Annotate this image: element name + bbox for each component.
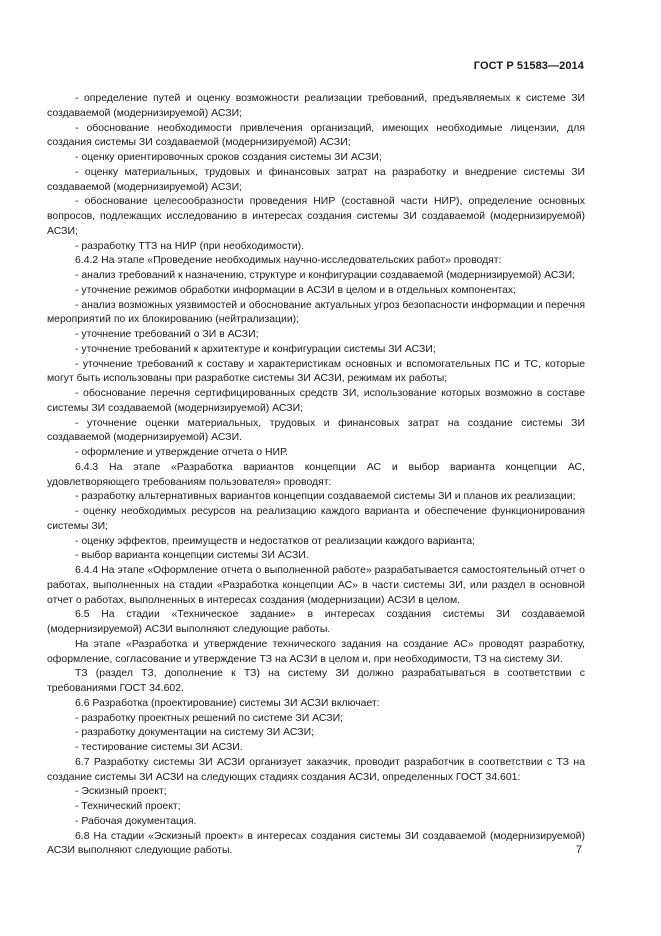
body-paragraph: - выбор варианта концепции системы ЗИ АСЗИ. [75, 550, 309, 562]
body-paragraph: 6.4.2 На этапе «Проведение необходимых научно-исследовательских работ» проводят: [75, 255, 502, 267]
body-paragraph: На этапе «Разработка и утверждение технического задания на создание АС» проводят разработку, оформление, согласование и утверждение ТЗ на АСЗИ в целом и, при необходимости, ТЗ на систему ЗИ. [47, 638, 585, 665]
body-paragraph: 6.8 На стадии «Эскизный проект» в интересах создания системы ЗИ создаваемой (модернизируемой) АСЗИ выполняют следующие работы. [47, 830, 585, 857]
body-paragraph: - уточнение требований о ЗИ в АСЗИ; [75, 329, 259, 340]
body-paragraph: ТЗ (раздел ТЗ, дополнение к ТЗ) на систему ЗИ должно разрабатываться в соответствии с требованиями ГОСТ 34.602. [47, 668, 585, 694]
body-paragraph: - тестирование системы ЗИ АСЗИ. [75, 742, 243, 753]
body-paragraph: - оценку эффектов, преимуществ и недостатков от реализации каждого варианта; [75, 535, 475, 547]
body-paragraph: - разработку документации на систему ЗИ АСЗИ; [75, 727, 315, 739]
body-paragraph: - уточнение оценки материальных, трудовых и финансовых затрат на создание системы ЗИ создаваемой (модернизируемой) АСЗИ. [47, 417, 585, 444]
body-paragraph: - оценку необходимых ресурсов на реализацию каждого варианта и обеспечение функционирования системы ЗИ; [47, 506, 585, 532]
body-paragraph: 6.6 Разработка (проектирование) системы ЗИ АСЗИ включает: [75, 697, 380, 709]
body-paragraph: - Эскизный проект; [75, 786, 167, 798]
body-paragraph: - Рабочая документация. [75, 815, 197, 827]
body-paragraph: - разработку проектных решений по системе ЗИ АСЗИ; [75, 712, 343, 724]
page-number: 7 [575, 844, 582, 856]
body-paragraph: 6.4.3 На этапе «Разработка вариантов концепции АС и выбор варианта концепции АС, удовлетворяющего требованиям пользователя» проводят: [47, 461, 585, 488]
body-paragraph: - оценку материальных, трудовых и финансовых затрат на разработку и внедрение системы ЗИ создаваемой (модернизируемой) АСЗИ; [47, 166, 585, 193]
body-paragraph: - анализ возможных уязвимостей и обоснование актуальных угроз безопасности информации и перечня мероприятий по их блокированию (нейтрализации); [47, 299, 585, 326]
body-paragraph: - разработку альтернативных вариантов концепции создаваемой системы ЗИ и планов их реализации; [75, 491, 576, 503]
body-paragraph: - уточнение требований к архитектуре и конфигурации системы ЗИ АСЗИ; [75, 343, 436, 355]
body-paragraph: 6.4.4 На этапе «Оформление отчета о выполненной работе» разрабатывается самостоятельный отчет о работах, выполненных на стадии «Разработка концепции АС» в части системы ЗИ, или раздел в основной отчет о работах, выполненных в интересах создания (модернизации) АСЗИ в целом. [47, 565, 585, 606]
body-paragraph: - обоснование целесообразности проведения НИР (составной части НИР), определение основных вопросов, подлежащих исследованию в интересах создания системы ЗИ создаваемой (модернизируемой) АСЗИ; [47, 196, 585, 237]
body-paragraph: 6.5 На стадии «Техническое задание» в интересах создания системы ЗИ создаваемой (модернизируемой) АСЗИ выполняют следующие работы. [47, 609, 585, 635]
document-body [47, 92, 585, 859]
body-paragraph: - обоснование необходимости привлечения организаций, имеющих необходимые лицензии, для создания системы ЗИ создаваемой (модернизируемой) АСЗИ; [47, 122, 585, 149]
body-paragraph: - оформление и утверждение отчета о НИР. [75, 447, 288, 458]
body-paragraph: - уточнение режимов обработки информации в АСЗИ в целом и в отдельных компонентах; [75, 284, 517, 296]
document-header: ГОСТ Р 51583—2014 [473, 60, 584, 72]
body-paragraph: - Технический проект; [75, 801, 181, 812]
body-paragraph: - разработку ТТЗ на НИР (при необходимости). [75, 240, 305, 252]
body-paragraph: - обоснование перечня сертифицированных средств ЗИ, использование которых возможно в составе системы ЗИ создаваемой (модернизируемой) АСЗИ; [47, 388, 585, 414]
body-paragraph: - уточнение требований к составу и характеристикам основных и вспомогательных ПС и ТС, которые могут быть использованы при разработке системы ЗИ АСЗИ, режимам их работы; [47, 358, 585, 385]
body-paragraph: 6.7 Разработку системы ЗИ АСЗИ организует заказчик, проводит разработчик в соответствии с ТЗ на создание системы ЗИ АСЗИ на следующих стадиях создания АСЗИ, определенных ГОСТ 34.601: [47, 756, 585, 783]
body-paragraph: - оценку ориентировочных сроков создания системы ЗИ АСЗИ; [75, 152, 382, 163]
body-paragraph: - анализ требований к назначению, структуре и конфигурации создаваемой (модернизируемой) АСЗИ; [75, 270, 576, 281]
body-paragraph: - определение путей и оценку возможности реализации требований, предъявляемых к системе ЗИ создаваемой (модернизируемой) АСЗИ; [47, 93, 585, 119]
